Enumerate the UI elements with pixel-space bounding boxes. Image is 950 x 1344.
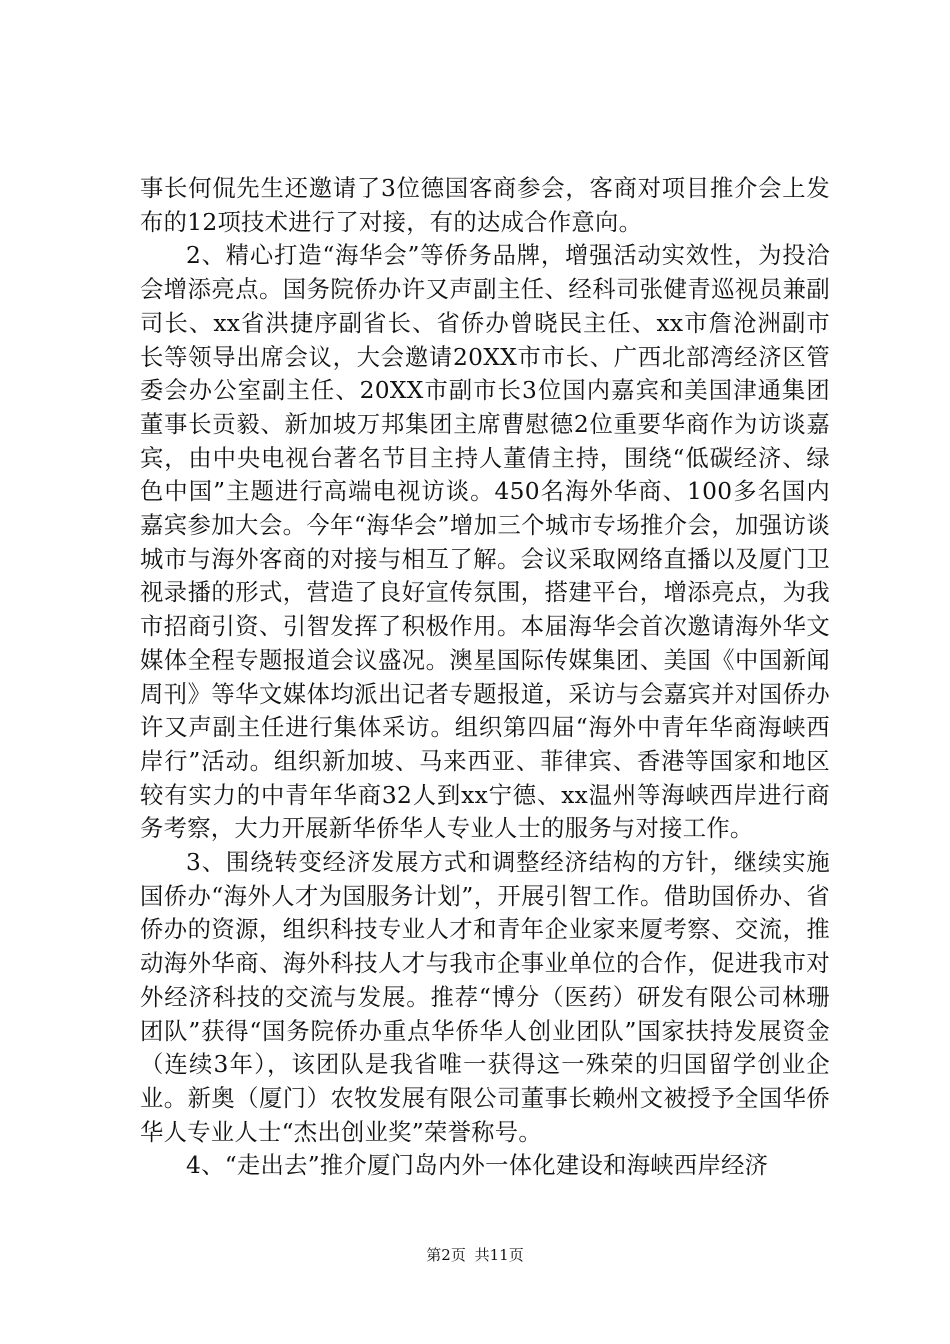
page-number: 第2页 xyxy=(426,1246,466,1264)
paragraph-2: 2、精心打造“海华会”等侨务品牌，增强活动实效性，为投洽会增添亮点。国务院侨办许又声副主任、经科司张健青巡视员兼副司长、xx省洪捷序副省长、省侨办曾晓民主任、xx市詹沧洲副市长等领导出席会议，大会邀请20XX市市长、广西北部湾经济区管委会办公室副主任、20XX市副市长3位国内嘉宾和美国津通集团董事长贡毅、新加坡万邦集团主席曹慰德2位重要华商作为访谈嘉宾，由中央电视台著名节目主持人董倩主持，围绕“低碳经济、绿色中国”主题进行高端电视访谈。450名海外华商、100多名国内嘉宾参加大会。今年“海华会”增加三个城市专场推介会，加强访谈城市与海外客商的对接与相互了解。会议采取网络直播以及厦门卫视录播的形式，营造了良好宣传氛围，搭建平台，增添亮点，为我市招商引资、引智发挥了积极作用。本届海华会首次邀请海外华文媒体全程专题报道会议盛况。澳星国际传媒集团、美国《中国新闻周刊》等华文媒体均派出记者专题报道，采访与会嘉宾并对国侨办许又声副主任进行集体采访。组织第四届“海外中青年华商海峡西岸行”活动。组织新加坡、马来西亚、菲律宾、香港等国家和地区较有实力的中青年华商32人到xx宁德、xx温州等海峡西岸进行商务考察，大力开展新华侨华人专业人士的服务与对接工作。 xyxy=(140,242,830,843)
document-body xyxy=(140,172,830,1183)
paragraph-4: 4、“走出去”推介厦门岛内外一体化建设和海峡西岸经济 xyxy=(186,1152,769,1180)
page-total: 共11页 xyxy=(474,1246,524,1264)
paragraph-3: 3、围绕转变经济发展方式和调整经济结构的方针，继续实施国侨办“海外人才为国服务计划”，开展引智工作。借助国侨办、省侨办的资源，组织科技专业人才和青年企业家来厦考察、交流，推动海外华商、海外科技人才与我市企事业单位的合作，促进我市对外经济科技的交流与发展。推荐“博分（医药）研发有限公司林珊团队”获得“国务院侨办重点华侨华人创业团队”国家扶持发展资金（连续3年），该团队是我省唯一获得这一殊荣的归国留学创业企业。新奥（厦门）农牧发展有限公司董事长赖州文被授予全国华侨华人专业人士“杰出创业奖”荣誉称号。 xyxy=(140,849,830,1146)
paragraph-1: 事长何侃先生还邀请了3位德国客商参会，客商对项目推介会上发布的12项技术进行了对接，有的达成合作意向。 xyxy=(140,175,830,236)
page-footer xyxy=(0,1244,950,1265)
